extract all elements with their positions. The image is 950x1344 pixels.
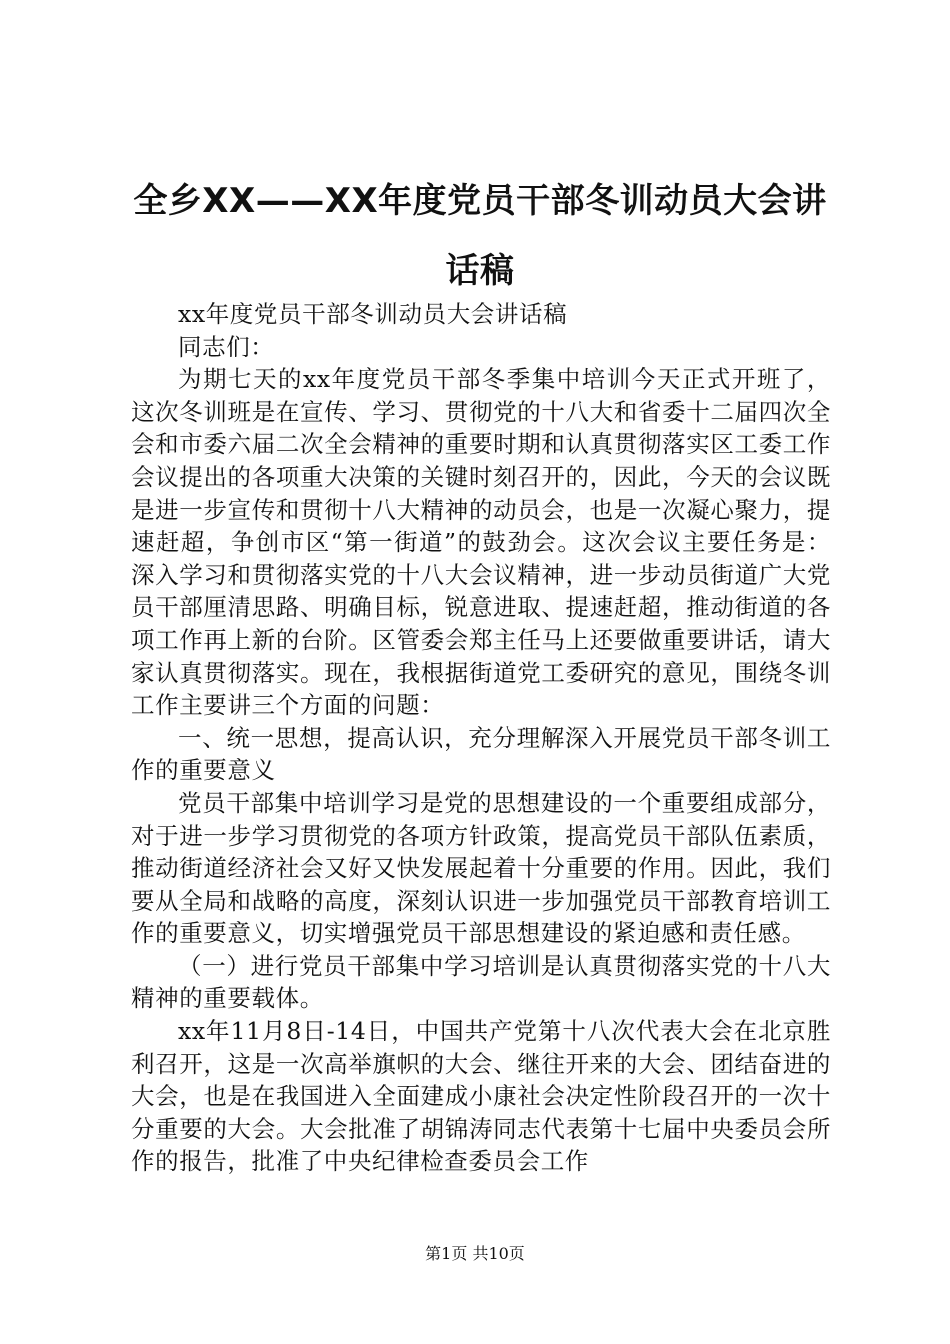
document-body <box>131 298 831 1178</box>
page-footer: 第1页 共10页 <box>425 1244 525 1263</box>
paragraph-subtitle: xx年度党员干部冬训动员大会讲话稿 <box>178 300 568 328</box>
paragraph: 党员干部集中培训学习是党的思想建设的一个重要组成部分，对于进一步学习贯彻党的各项方针政策，提高党员干部队伍素质，推动街道经济社会又好又快发展起着十分重要的作用。因此，我们要从全局和战略的高度，深刻认识进一步加强党员干部教育培训工作的重要意义，切实增强党员干部思想建设的紧迫感和责任感。 <box>131 788 831 948</box>
paragraph: 为期七天的xx年度党员干部冬季集中培训今天正式开班了，这次冬训班是在宣传、学习、贯彻党的十八大和省委十二届四次全会和市委六届二次全会精神的重要时期和认真贯彻落实区工委工作会议提出的各项重大决策的关键时刻召开的，因此，今天的会议既是进一步宣传和贯彻十八大精神的动员会，也是一次凝心聚力，提速赶超，争创市区“第一街道”的鼓劲会。这次会议主要任务是：深入学习和贯彻落实党的十八大会议精神，进一步动员街道广大党员干部厘清思路、明确目标，锐意进取、提速赶超，推动街道的各项工作再上新的台阶。区管委会郑主任马上还要做重要讲话，请大家认真贯彻落实。现在，我根据街道党工委研究的意见，围绕冬训工作主要讲三个方面的问题： <box>131 365 831 720</box>
document-title: 全乡XX——XX年度党员干部冬训动员大会讲话稿 <box>133 181 827 291</box>
subsection-heading: （一）进行党员干部集中学习培训是认真贯彻落实党的十八大精神的重要载体。 <box>131 951 831 1013</box>
section-heading: 一、统一思想，提高认识，充分理解深入开展党员干部冬训工作的重要意义 <box>131 723 831 785</box>
paragraph-salutation: 同志们： <box>178 332 275 361</box>
paragraph: xx年11月8日-14日，中国共产党第十八次代表大会在北京胜利召开，这是一次高举旗帜的大会、继往开来的大会、团结奋进的大会，也是在我国进入全面建成小康社会决定性阶段召开的一次十分重要的大会。大会批准了胡锦涛同志代表第十七届中央委员会所作的报告，批准了中央纪律检查委员会工作 <box>131 1017 831 1176</box>
